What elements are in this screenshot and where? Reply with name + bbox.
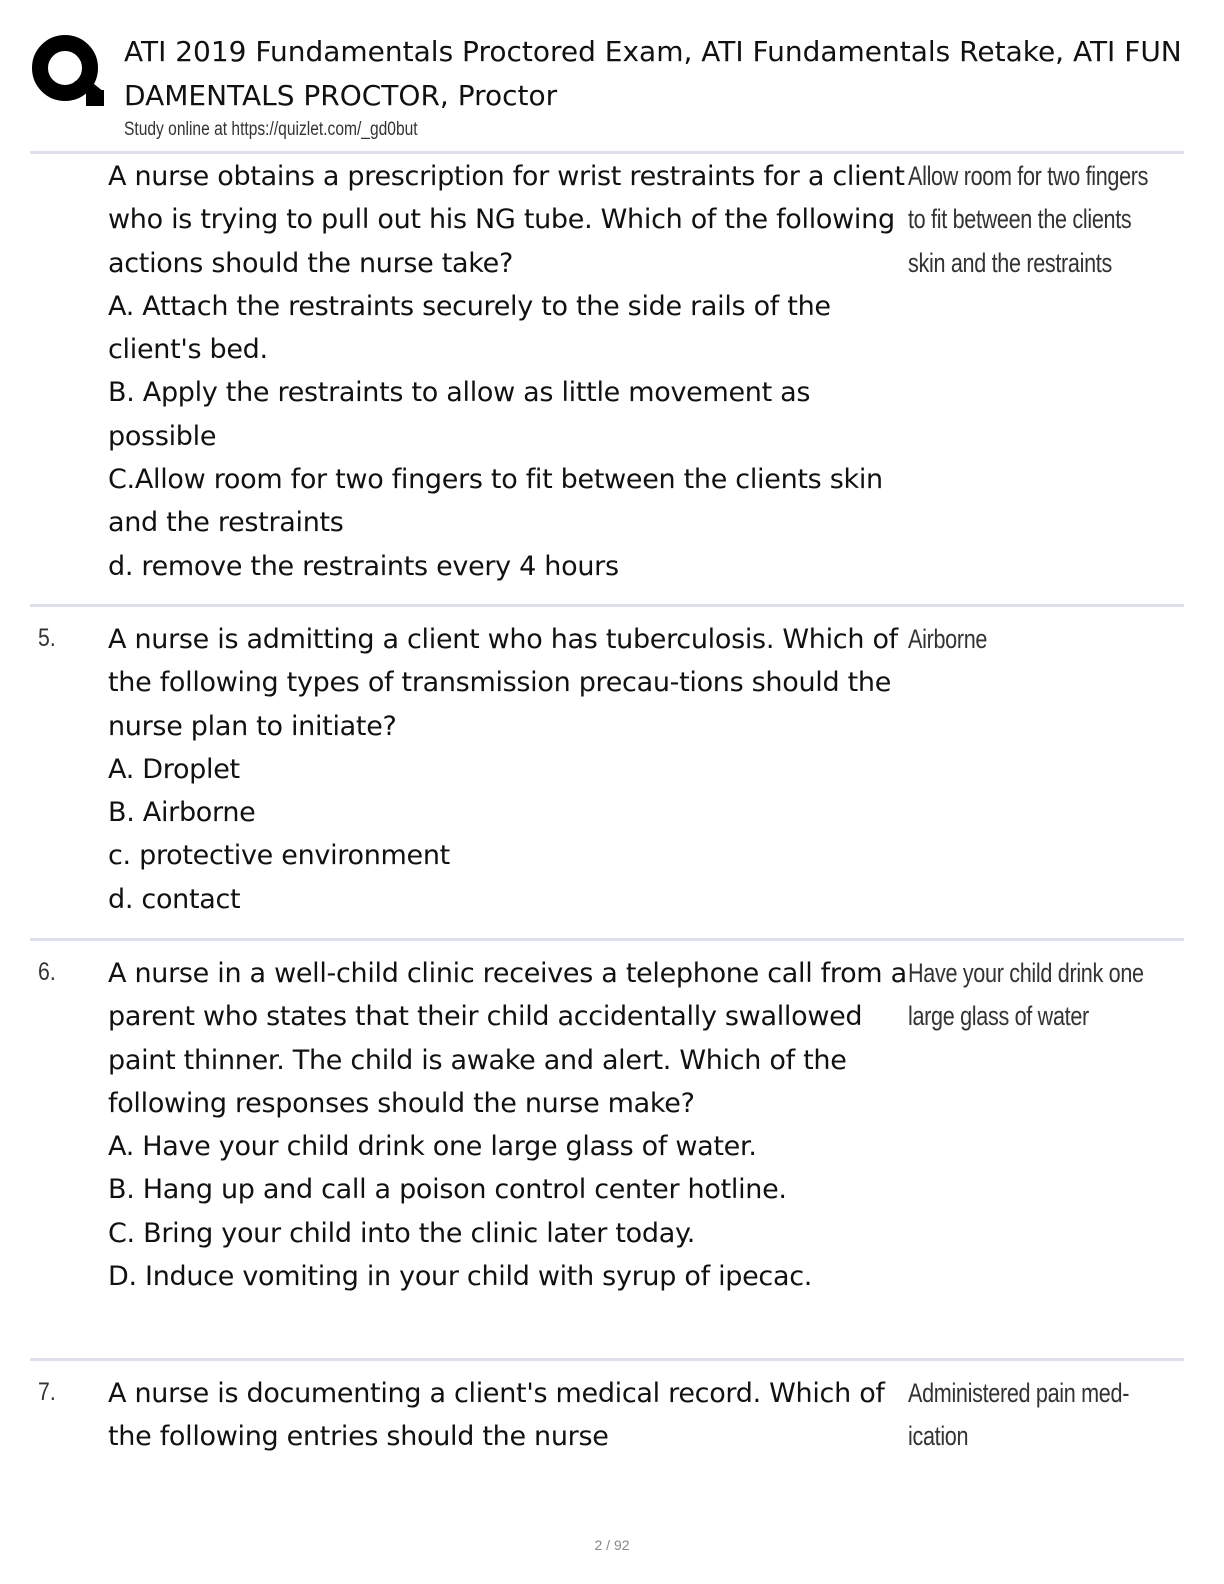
answer-card-6: Have your child drink one large glass of water xyxy=(908,958,1144,1032)
option-d: d. remove the restraints every 4 hours xyxy=(108,550,619,582)
question-number: 7. xyxy=(38,1378,56,1406)
question-text: A nurse is admitting a client who has tuberculosis. Which of the following types of transmission precau-tions should the nurse plan to initiate? xyxy=(108,624,898,742)
title-line-2: DAMENTALS PROCTOR, Proctor xyxy=(124,79,558,112)
option-b: B. Apply the restraints to allow as little movement as possible xyxy=(108,377,811,452)
option-a: A. Droplet xyxy=(108,753,240,785)
option-c: C. Bring your child into the clinic later today. xyxy=(108,1217,696,1249)
question-card-6 xyxy=(108,952,908,1298)
answer-card-5: Airborne xyxy=(908,624,988,654)
quizlet-logo-icon xyxy=(30,32,104,106)
option-c: C.Allow room for two fingers to fit between the clients skin and the restraints xyxy=(108,464,883,539)
option-a: A. Have your child drink one large glass of water. xyxy=(108,1131,757,1163)
question-text: A nurse obtains a prescription for wrist restraints for a client who is trying to pull out his NG tube. Which of the following actions should the nurse take? xyxy=(108,161,905,279)
study-online-link[interactable]: Study online at https://quizlet.com/_gd0but xyxy=(124,119,418,140)
page-title xyxy=(124,30,1224,118)
answer-card-1: Allow room for two fingers to fit between the clients skin and the restraints xyxy=(908,161,1149,278)
question-card-7 xyxy=(108,1372,908,1459)
option-c: c. protective environment xyxy=(108,840,450,872)
header-divider xyxy=(30,151,1184,154)
card-divider xyxy=(30,1358,1184,1361)
card-divider xyxy=(30,938,1184,941)
page-number: 2 / 92 xyxy=(594,1537,630,1553)
question-text: A nurse is documenting a client's medical record. Which of the following entries should the nurse xyxy=(108,1378,885,1453)
option-b: B. Hang up and call a poison control center hotline. xyxy=(108,1174,787,1206)
question-number: 6. xyxy=(38,958,56,986)
option-d: d. contact xyxy=(108,883,241,915)
title-line-1: ATI 2019 Fundamentals Proctored Exam, ATI Fundamentals Retake, ATI FUN xyxy=(124,35,1182,68)
question-number: 5. xyxy=(38,624,56,652)
question-card-1 xyxy=(108,155,908,588)
question-text: A nurse in a well-child clinic receives a telephone call from a parent who states that their child accidentally swallowed paint thinner. The child is awake and alert. Which of the following responses should the nurse make? xyxy=(108,958,907,1119)
question-card-5 xyxy=(108,618,908,921)
option-b: B. Airborne xyxy=(108,797,256,829)
card-divider xyxy=(30,604,1184,607)
option-d: D. Induce vomiting in your child with syrup of ipecac. xyxy=(108,1261,813,1293)
answer-card-7: Administered pain med-ication xyxy=(908,1378,1130,1452)
option-a: A. Attach the restraints securely to the side rails of the client's bed. xyxy=(108,290,831,366)
